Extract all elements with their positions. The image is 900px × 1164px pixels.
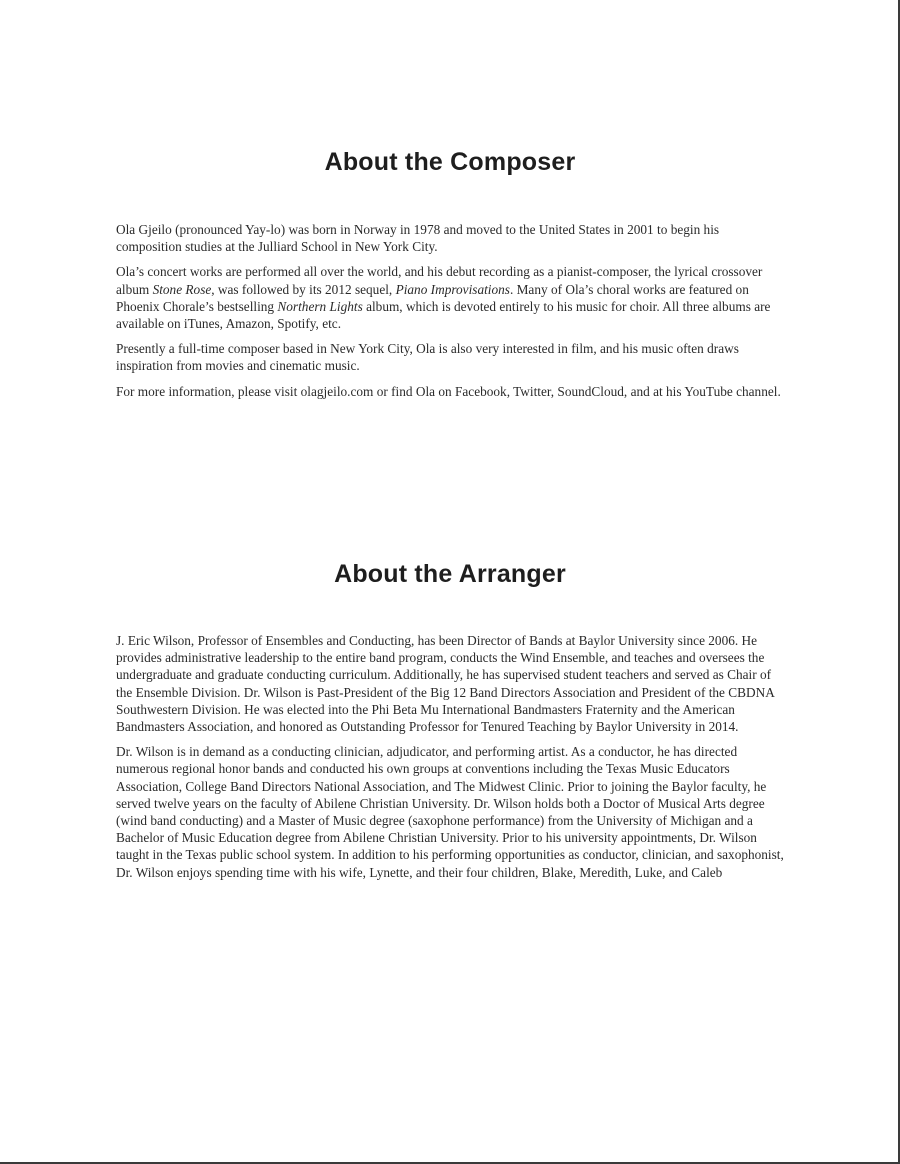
- arranger-paragraph-1: J. Eric Wilson, Professor of Ensembles and Conducting, has been Director of Bands at Baylor University since 2006. He provides administrative leadership to the entire band program, conducts the Wind Ensemble, and teaches and oversees the undergraduate and graduate conducting curriculum. Additionally, he has supervised student teachers and served as Chair of the Ensemble Division. Dr. Wilson is Past-President of the Big 12 Band Directors Association and President of the CBDNA Southwestern Division. He was elected into the Phi Beta Mu International Bandmasters Fraternity and the American Bandmasters Association, and honored as Outstanding Professor for Tenured Teaching by Baylor University in 2014.: [116, 633, 775, 735]
- composer-paragraph-1: Ola Gjeilo (pronounced Yay-lo) was born in Norway in 1978 and moved to the United States in 2001 to begin his composition studies at the Julliard School in New York City.: [116, 222, 720, 255]
- composer-paragraph-3: Presently a full-time composer based in New York City, Ola is also very interested in film, and his music often draws inspiration from movies and cinematic music.: [116, 341, 739, 374]
- composer-paragraph-2-text-d: album, which is devoted entirely to his music for choir. All three albums are available on iTunes, Amazon, Spotify, etc.: [116, 298, 771, 332]
- arranger-bio: [116, 632, 784, 889]
- arranger-paragraph-2: Dr. Wilson is in demand as a conducting clinician, adjudicator, and performing artist. As a conductor, he has directed numerous regional honor bands and conducted his own groups at conventions including the Texas Music Educators Association, College Band Directors National Association, and The Midwest Clinic. Prior to joining the Baylor faculty, he served twelve years on the faculty of Abilene Christian University. Dr. Wilson holds both a Doctor of Musical Arts degree (wind band conducting) and a Master of Music degree (saxophone performance) from the University of Michigan and a Bachelor of Music Education degree from Abilene Christian University. Prior to his university appointments, Dr. Wilson taught in the Texas public school system. In addition to his performing opportunities as conductor, clinician, and saxophonist, Dr. Wilson enjoys spending time with his wife, Lynette, and their four children, Blake, Meredith, Luke, and Caleb: [116, 744, 784, 880]
- arranger-heading: About the Arranger: [334, 560, 566, 588]
- composer-bio: [116, 221, 784, 408]
- album-title-stone-rose: Stone Rose: [152, 281, 212, 297]
- composer-heading: About the Composer: [324, 148, 576, 176]
- album-title-northern-lights: Northern Lights: [277, 298, 363, 314]
- composer-paragraph-4: For more information, please visit olagjeilo.com or find Ola on Facebook, Twitter, SoundCloud, and at his YouTube channel.: [116, 383, 781, 399]
- album-title-piano-improvisations: Piano Improvisations: [395, 281, 510, 297]
- composer-paragraph-2: [116, 263, 784, 332]
- composer-paragraph-2-text-b: , was followed by its 2012 sequel,: [211, 281, 396, 297]
- composer-paragraph-2-text-a: Ola’s concert works are performed all over the world, and his debut recording as a pianist-composer, the lyrical crossover album: [116, 264, 763, 297]
- composer-paragraph-2-text-c: . Many of Ola’s choral works are featured on Phoenix Chorale’s bestselling: [116, 281, 749, 314]
